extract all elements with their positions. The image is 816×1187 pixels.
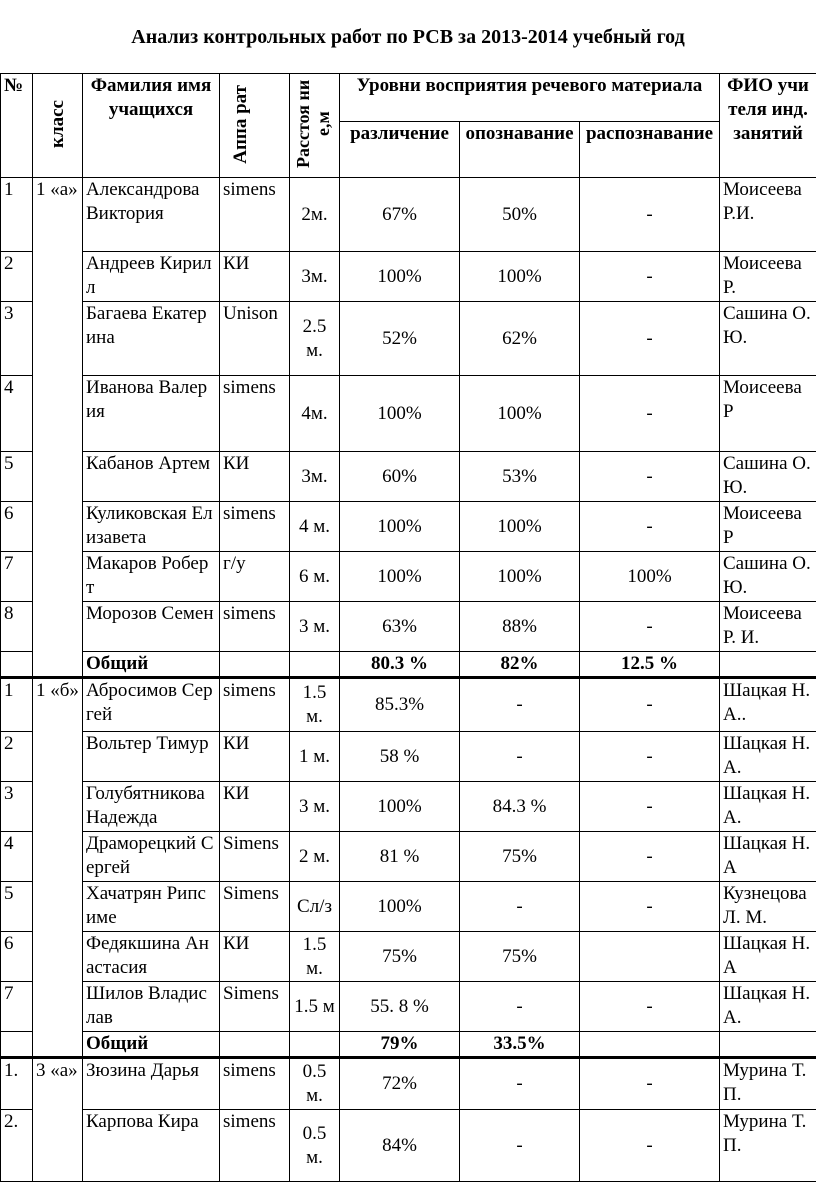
teacher-cell: Шацкая Н.А. — [720, 732, 816, 782]
device-cell: simens — [220, 376, 290, 452]
level1-cell: 75% — [340, 932, 460, 982]
total-empty — [290, 652, 340, 678]
level3-cell: - — [580, 252, 720, 302]
class-cell: 3 «а» — [33, 1058, 83, 1182]
level1-cell: 81 % — [340, 832, 460, 882]
level2-cell: - — [460, 678, 580, 732]
level3-cell: - — [580, 678, 720, 732]
distance-cell: 0.5 м. — [290, 1058, 340, 1110]
student-name: Макаров Роберт — [83, 552, 220, 602]
distance-cell: Сл/з — [290, 882, 340, 932]
level2-cell: 75% — [460, 832, 580, 882]
row-number: 8 — [1, 602, 33, 652]
distance-cell: 0.5 м. — [290, 1110, 340, 1182]
level1-cell: 100% — [340, 552, 460, 602]
level3-cell: - — [580, 602, 720, 652]
level3-cell: - — [580, 452, 720, 502]
device-cell: simens — [220, 178, 290, 252]
teacher-cell: Шацкая Н.А. — [720, 782, 816, 832]
level1-cell: 60% — [340, 452, 460, 502]
level2-cell: - — [460, 1110, 580, 1182]
total-empty — [720, 652, 816, 678]
document-title: Анализ контрольных работ по РСВ за 2013-2014 учебный год — [131, 26, 685, 48]
level2-cell: 100% — [460, 376, 580, 452]
total-level1: 79% — [340, 1032, 460, 1058]
device-cell: simens — [220, 1058, 290, 1110]
device-cell: КИ — [220, 452, 290, 502]
row-number: 3 — [1, 302, 33, 376]
table-row — [1, 882, 816, 932]
teacher-cell: Сашина О.Ю. — [720, 302, 816, 376]
table-row — [1, 982, 816, 1032]
distance-cell: 1 м. — [290, 732, 340, 782]
level1-cell: 100% — [340, 376, 460, 452]
col-device-header: Аппа рат — [220, 74, 290, 178]
col-class-header: класс — [33, 74, 83, 178]
level1-cell: 55. 8 % — [340, 982, 460, 1032]
level2-cell: - — [460, 982, 580, 1032]
class-cell: 1 «а» — [33, 178, 83, 678]
distance-cell: 3 м. — [290, 602, 340, 652]
distance-cell: 3 м. — [290, 782, 340, 832]
student-name: Кабанов Артем — [83, 452, 220, 502]
level3-cell: 100% — [580, 552, 720, 602]
table-row — [1, 552, 816, 602]
level3-cell: - — [580, 502, 720, 552]
student-name: Андреев Кирилл — [83, 252, 220, 302]
level1-cell: 100% — [340, 782, 460, 832]
level1-cell: 52% — [340, 302, 460, 376]
student-name: Федякшина Анастасия — [83, 932, 220, 982]
level3-cell: - — [580, 882, 720, 932]
table-row — [1, 932, 816, 982]
row-number: 7 — [1, 982, 33, 1032]
level2-cell: 100% — [460, 502, 580, 552]
distance-cell: 2.5 м. — [290, 302, 340, 376]
device-cell: simens — [220, 602, 290, 652]
row-number: 2. — [1, 1110, 33, 1182]
level1-cell: 58 % — [340, 732, 460, 782]
row-number: 5 — [1, 882, 33, 932]
level2-cell: 100% — [460, 552, 580, 602]
table-row — [1, 1110, 816, 1182]
teacher-cell: Мурина Т. П. — [720, 1110, 816, 1182]
total-row — [1, 652, 816, 678]
device-cell: simens — [220, 502, 290, 552]
total-empty — [1, 652, 33, 678]
col-num-header: № — [1, 74, 33, 178]
student-name: Багаева Екатерина — [83, 302, 220, 376]
level3-cell: - — [580, 732, 720, 782]
distance-cell: 2 м. — [290, 832, 340, 882]
student-name: Шилов Владислав — [83, 982, 220, 1032]
row-number: 4 — [1, 832, 33, 882]
results-table — [0, 73, 816, 1182]
device-cell: г/у — [220, 552, 290, 602]
table-row — [1, 252, 816, 302]
table-row — [1, 602, 816, 652]
total-row — [1, 1032, 816, 1058]
level2-cell: 100% — [460, 252, 580, 302]
col-distance-header: Расстоя ние,м — [290, 74, 340, 178]
distance-cell: 1.5 м — [290, 982, 340, 1032]
distance-cell: 3м. — [290, 252, 340, 302]
col-levels-header: Уровни восприятия речевого материала — [340, 74, 720, 122]
level1-cell: 67% — [340, 178, 460, 252]
level1-cell: 100% — [340, 502, 460, 552]
col-level3-header: распознавание — [580, 122, 720, 178]
level1-cell: 85.3% — [340, 678, 460, 732]
student-name: Карпова Кира — [83, 1110, 220, 1182]
student-name: Иванова Валерия — [83, 376, 220, 452]
level1-cell: 72% — [340, 1058, 460, 1110]
total-level3: 12.5 % — [580, 652, 720, 678]
col-teacher-header: ФИО учителя инд. занятий — [720, 74, 816, 178]
level3-cell: - — [580, 376, 720, 452]
total-empty — [1, 1032, 33, 1058]
row-number: 7 — [1, 552, 33, 602]
class-cell: 1 «б» — [33, 678, 83, 1058]
teacher-cell: Шацкая Н.А. — [720, 982, 816, 1032]
teacher-cell: Моисеева Р. И. — [720, 602, 816, 652]
teacher-cell: Моисеева Р — [720, 502, 816, 552]
distance-cell: 4 м. — [290, 502, 340, 552]
teacher-cell: Сашина О. Ю. — [720, 452, 816, 502]
total-level1: 80.3 % — [340, 652, 460, 678]
teacher-cell: Шацкая Н.А.. — [720, 678, 816, 732]
table-row — [1, 732, 816, 782]
table-row — [1, 302, 816, 376]
distance-cell: 3м. — [290, 452, 340, 502]
table-row — [1, 452, 816, 502]
row-number: 6 — [1, 932, 33, 982]
device-cell: КИ — [220, 932, 290, 982]
student-name: Голубятникова Надежда — [83, 782, 220, 832]
student-name: Вольтер Тимур — [83, 732, 220, 782]
total-level2: 33.5% — [460, 1032, 580, 1058]
level1-cell: 84% — [340, 1110, 460, 1182]
row-number: 1. — [1, 1058, 33, 1110]
col-name-header: Фамилия имя учащихся — [83, 74, 220, 178]
student-name: Хачатрян Рипсиме — [83, 882, 220, 932]
col-level1-header: различение — [340, 122, 460, 178]
table-row — [1, 678, 816, 732]
distance-cell: 2м. — [290, 178, 340, 252]
total-label: Общий — [83, 1032, 220, 1058]
level2-cell: 75% — [460, 932, 580, 982]
device-cell: КИ — [220, 782, 290, 832]
distance-cell: 4м. — [290, 376, 340, 452]
row-number: 3 — [1, 782, 33, 832]
level2-cell: 88% — [460, 602, 580, 652]
level3-cell: - — [580, 1110, 720, 1182]
level3-cell: - — [580, 1058, 720, 1110]
table-row — [1, 1058, 816, 1110]
level2-cell: - — [460, 882, 580, 932]
student-name: Куликовская Елизавета — [83, 502, 220, 552]
col-level2-header: опознавание — [460, 122, 580, 178]
level1-cell: 100% — [340, 882, 460, 932]
student-name: Абросимов Сергей — [83, 678, 220, 732]
level3-cell: - — [580, 302, 720, 376]
distance-cell: 1.5 м. — [290, 932, 340, 982]
total-empty — [220, 1032, 290, 1058]
table-row — [1, 782, 816, 832]
total-label: Общий — [83, 652, 220, 678]
level1-cell: 63% — [340, 602, 460, 652]
device-cell: Unison — [220, 302, 290, 376]
table-row — [1, 502, 816, 552]
level3-cell: - — [580, 982, 720, 1032]
total-level2: 82% — [460, 652, 580, 678]
device-cell: simens — [220, 678, 290, 732]
distance-cell: 6 м. — [290, 552, 340, 602]
table-row — [1, 178, 816, 252]
row-number: 6 — [1, 502, 33, 552]
level2-cell: 62% — [460, 302, 580, 376]
level3-cell: - — [580, 178, 720, 252]
level1-cell: 100% — [340, 252, 460, 302]
student-name: Морозов Семен — [83, 602, 220, 652]
row-number: 1 — [1, 178, 33, 252]
teacher-cell: Моисеева Р.И. — [720, 178, 816, 252]
device-cell: simens — [220, 1110, 290, 1182]
level3-cell: - — [580, 782, 720, 832]
device-cell: Simens — [220, 832, 290, 882]
level2-cell: 53% — [460, 452, 580, 502]
device-cell: КИ — [220, 252, 290, 302]
level3-cell: - — [580, 832, 720, 882]
teacher-cell: Шацкая Н. А — [720, 832, 816, 882]
table-row — [1, 376, 816, 452]
level2-cell: 84.3 % — [460, 782, 580, 832]
teacher-cell: Моисеева Р. — [720, 252, 816, 302]
row-number: 1 — [1, 678, 33, 732]
row-number: 2 — [1, 732, 33, 782]
student-name: Драморецкий Сергей — [83, 832, 220, 882]
table-row — [1, 832, 816, 882]
row-number: 5 — [1, 452, 33, 502]
teacher-cell: Моисеева Р — [720, 376, 816, 452]
distance-cell: 1.5 м. — [290, 678, 340, 732]
level3-cell — [580, 932, 720, 982]
level2-cell: 50% — [460, 178, 580, 252]
student-name: Александрова Виктория — [83, 178, 220, 252]
teacher-cell: Кузнецова Л. М. — [720, 882, 816, 932]
total-empty — [720, 1032, 816, 1058]
student-name: Зюзина Дарья — [83, 1058, 220, 1110]
row-number: 4 — [1, 376, 33, 452]
teacher-cell: Мурина Т. П. — [720, 1058, 816, 1110]
device-cell: Simens — [220, 882, 290, 932]
teacher-cell: Шацкая Н. А — [720, 932, 816, 982]
row-number: 2 — [1, 252, 33, 302]
level2-cell: - — [460, 732, 580, 782]
total-empty — [220, 652, 290, 678]
device-cell: Simens — [220, 982, 290, 1032]
teacher-cell: Сашина О.Ю. — [720, 552, 816, 602]
device-cell: КИ — [220, 732, 290, 782]
total-empty — [290, 1032, 340, 1058]
total-level3 — [580, 1032, 720, 1058]
level2-cell: - — [460, 1058, 580, 1110]
